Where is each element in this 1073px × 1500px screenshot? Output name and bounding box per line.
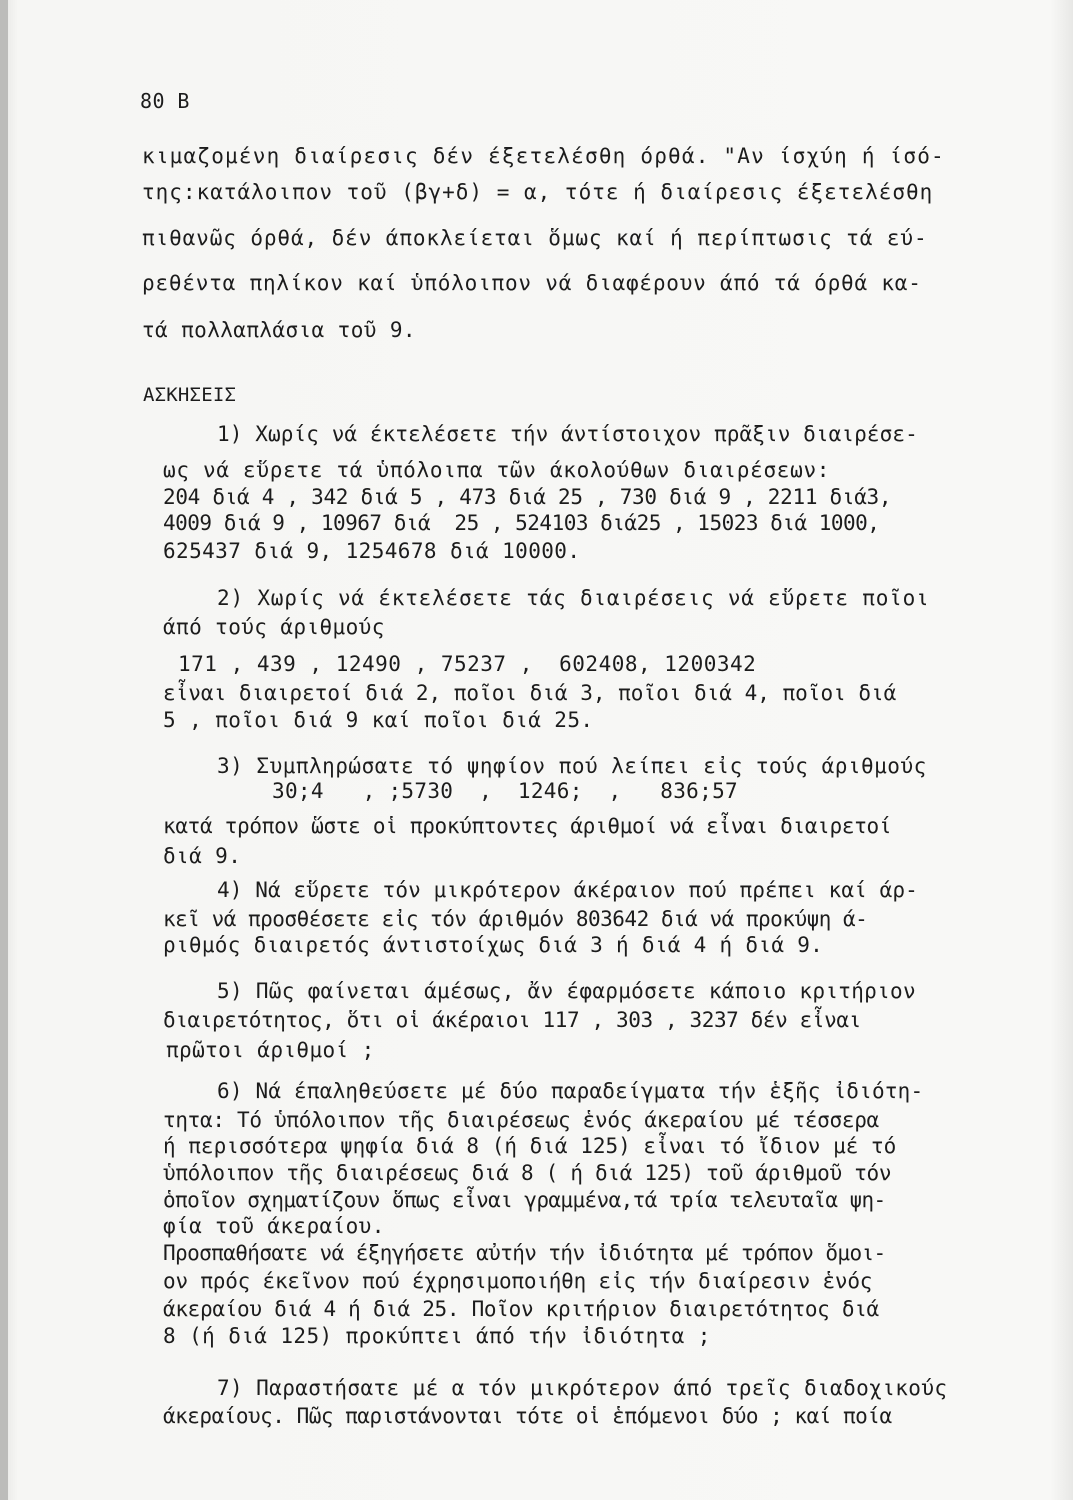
exercises-heading: ΑΣΚΗΣΕΙΣ <box>143 384 237 406</box>
exercise-6-line: άκεραίου διά 4 ή διά 25. Ποῖον κριτήριον διαιρετότητος διά <box>163 1297 879 1321</box>
exercise-6-line: ή περισσότερα ψηφία διά 8 (ή διά 125) εἶναι τό ἴδιον μέ τό <box>163 1134 897 1158</box>
exercise-3-line: διά 9. <box>163 844 242 868</box>
exercise-5-line: πρῶτοι άριθμοί ; <box>166 1038 375 1062</box>
exercise-6-line: ὑπόλοιπον τῆς διαιρέσεως διά 8 ( ή διά 125) τοῦ άριθμοῦ τόν <box>163 1161 892 1185</box>
exercise-1-line: 204 διά 4 , 342 διά 5 , 473 διά 25 , 730 διά 9 , 2211 διά3, <box>163 485 892 509</box>
exercise-6-line: φία τοῦ άκεραίου. <box>163 1214 385 1238</box>
exercise-6-line: 6) Νά έπαληθεύσετε μέ δύο παραδείγματα τήν ἑξῆς ἰδιότη- <box>217 1079 924 1103</box>
exercise-1-line: 4009 διά 9 , 10967 διά 25 , 524103 διά25 , 15023 διά 1000, <box>163 511 880 535</box>
exercise-2-line: άπό τούς άριθμούς <box>163 615 385 639</box>
intro-line: τά πολλαπλάσια τοῦ 9. <box>142 318 416 342</box>
exercise-2-line: 2) Χωρίς νά έκτελέσετε τάς διαιρέσεις νά εὕρετε ποῖοι <box>217 586 930 610</box>
intro-line: ρεθέντα πηλίκον καί ὑπόλοιπον νά διαφέρουν άπό τά όρθά κα- <box>142 271 922 295</box>
exercise-6-line: ὁποῖον σχηματίζουν ὅπως εἶναι γραμμένα,τά τρία τελευταῖα ψη- <box>163 1188 886 1212</box>
page-number: 80 B <box>140 89 190 113</box>
exercise-6-line: τητα: Τό ὑπόλοιπον τῆς διαιρέσεως ἑνός άκεραίου μέ τέσσερα <box>163 1108 879 1132</box>
exercise-7-line: 7) Παραστήσατε μέ α τόν μικρότερον άπό τρεῖς διαδοχικούς <box>217 1376 948 1400</box>
exercise-1-line: 1) Χωρίς νά έκτελέσετε τήν άντίστοιχον πρᾶξιν διαιρέσε- <box>217 422 918 446</box>
exercise-2-line: 5 , ποῖοι διά 9 καί ποῖοι διά 25. <box>163 708 594 732</box>
exercise-3-line: κατά τρόπον ὥστε οἱ προκύπτοντες άριθμοί νά εἶναι διαιρετοί <box>163 814 892 838</box>
exercise-5-line: διαιρετότητος, ὅτι οἱ άκέραιοι 117 , 303 , 3237 δέν εἶναι <box>163 1008 861 1032</box>
exercise-5-line: 5) Πῶς φαίνεται άμέσως, ἄν έφαρμόσετε κάποιο κριτήριον <box>217 979 916 1003</box>
exercise-4-line: ριθμός διαιρετός άντιστοίχως διά 3 ή διά 4 ή διά 9. <box>163 933 824 957</box>
exercise-1-line: ως νά εὕρετε τά ὑπόλοιπα τῶν άκολούθων διαιρέσεων: <box>163 458 831 482</box>
exercise-6-line: Προσπαθήσατε νά έξηγήσετε αὐτήν τήν ἰδιότητα μέ τρόπον ὅμοι- <box>163 1241 886 1265</box>
exercise-7-line: άκεραίους. Πῶς παριστάνονται τότε οἱ ἑπόμενοι δύο ; καί ποία <box>163 1404 892 1428</box>
intro-line: κιμαζομένη διαίρεσις δέν έξετελέσθη όρθά. "Αν ίσχύη ή ίσό- <box>142 144 945 168</box>
exercise-6-line: ον πρός έκεῖνον πού έχρησιμοποιήθη εἰς τήν διαίρεσιν ἑνός <box>163 1269 873 1293</box>
exercise-2-line: 171 , 439 , 12490 , 75237 , 602408, 1200342 <box>178 652 757 676</box>
intro-line: της:κατάλοιπον τοῦ (βγ+δ) = α, τότε ή διαίρεσις έξετελέσθη <box>142 180 934 204</box>
intro-line: πιθανῶς όρθά, δέν άποκλείεται ὅμως καί ή περίπτωσις τά εύ- <box>142 226 928 250</box>
exercise-1-line: 625437 διά 9, 1254678 διά 10000. <box>163 539 581 563</box>
page-binding-edge <box>0 0 8 1500</box>
exercise-3-line: 30;4 , ;5730 , 1246; , 836;57 <box>272 779 738 803</box>
exercise-3-line: 3) Συμπληρώσατε τό ψηφίον πού λείπει εἰς τούς άριθμούς <box>217 754 927 778</box>
exercise-4-line: 4) Νά εὕρετε τόν μικρότερον άκέραιον πού πρέπει καί άρ- <box>217 878 918 902</box>
exercise-2-line: εἶναι διαιρετοί διά 2, ποῖοι διά 3, ποῖοι διά 4, ποῖοι διά <box>163 681 897 705</box>
exercise-6-line: 8 (ή διά 125) προκύπτει άπό τήν ἰδιότητα ; <box>163 1324 711 1348</box>
exercise-4-line: κεῖ νά προσθέσετε εἰς τόν άριθμόν 803642 διά νά προκύψη ά- <box>163 907 868 931</box>
